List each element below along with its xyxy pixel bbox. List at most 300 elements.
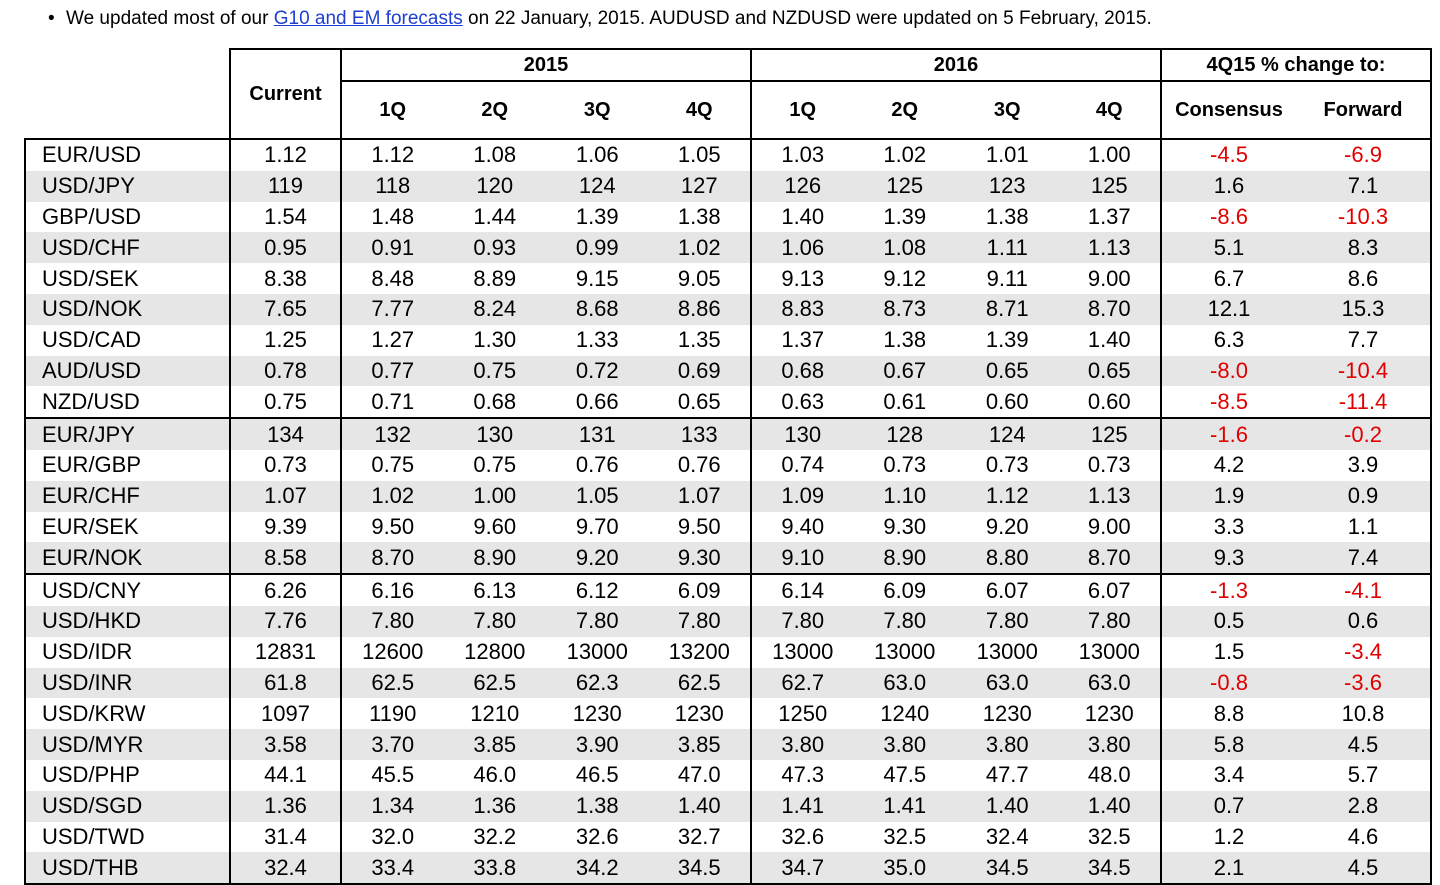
forecast-cell: 1.13 [1059, 481, 1162, 512]
table-row [25, 450, 1431, 481]
forecast-cell: 0.60 [1087, 388, 1131, 414]
pair-cell: USD/KRW [25, 698, 230, 729]
forecast-cell: 32.4 [985, 823, 1029, 849]
forecast-cell: 8.70 [1059, 542, 1162, 574]
forecast-cell: 1.48 [341, 202, 444, 233]
forecast-cell: 126 [751, 171, 854, 202]
forecast-cell: 34.2 [546, 852, 649, 884]
pair-cell: EUR/GBP [25, 450, 230, 481]
forecast-cell: 0.68 [751, 356, 854, 387]
forecast-cell: 9.00 [1087, 513, 1131, 539]
consensus-cell: 12.1 [1161, 294, 1296, 325]
pair-cell: USD/IDR [25, 637, 230, 668]
pair-cell: GBP/USD [25, 202, 230, 233]
table-row [25, 574, 1431, 606]
pair-cell: AUD/USD [25, 356, 230, 387]
table-row [25, 356, 1431, 387]
consensus-cell: 4.2 [1161, 450, 1296, 481]
current-cell: 0.78 [230, 356, 341, 387]
q-header-2015-2: 2Q [444, 81, 547, 139]
forecast-cell: 1.10 [854, 481, 957, 512]
forecast-cell: 0.73 [883, 452, 927, 478]
consensus-cell: -8.0 [1161, 356, 1296, 387]
forecast-cell: 1240 [880, 700, 930, 726]
q-header-2015-1: 1Q [341, 81, 444, 139]
forecast-cell: 1.01 [956, 139, 1059, 171]
current-cell: 8.38 [230, 263, 341, 294]
forecast-cell: 1.12 [956, 481, 1059, 512]
consensus-cell: 1.6 [1161, 171, 1296, 202]
forecast-cell: 63.0 [956, 668, 1059, 699]
forward-cell: 10.8 [1296, 698, 1431, 729]
forecast-cell: 6.07 [956, 574, 1059, 606]
forecast-cell: 1.02 [649, 232, 752, 263]
consensus-cell: 0.7 [1161, 791, 1296, 822]
forecast-cell: 6.07 [1059, 574, 1162, 606]
q-header-2015-4: 4Q [649, 81, 752, 139]
forecast-cell: 46.5 [575, 762, 619, 788]
forecast-cell: 125 [1059, 171, 1162, 202]
pair-cell: USD/CHF [25, 232, 230, 263]
forecast-cell: 1230 [982, 700, 1032, 726]
forecast-cell: 0.99 [546, 232, 649, 263]
pair-cell: USD/SGD [25, 791, 230, 822]
forecast-cell: 6.09 [649, 574, 752, 606]
forecast-cell: 8.86 [649, 294, 752, 325]
forward-cell: 4.5 [1296, 729, 1431, 760]
table-row [25, 698, 1431, 729]
consensus-cell: 9.3 [1161, 542, 1296, 574]
forecast-cell: 0.68 [473, 388, 517, 414]
forecast-cell: 1.38 [546, 791, 649, 822]
consensus-cell: 1.9 [1161, 481, 1296, 512]
forecast-cell: 9.30 [649, 542, 752, 574]
forecast-cell: 7.77 [341, 294, 444, 325]
forecast-cell: 1.27 [341, 325, 444, 356]
forecast-cell: 0.73 [1087, 452, 1131, 478]
forecast-cell: 32.5 [1087, 823, 1131, 849]
forecast-cell: 1.30 [473, 327, 517, 353]
table-row [25, 760, 1431, 791]
forward-cell: 8.3 [1296, 232, 1431, 263]
forward-cell: 7.4 [1296, 542, 1431, 574]
current-cell: 3.58 [230, 729, 341, 760]
current-cell: 134 [230, 418, 341, 450]
pair-cell: EUR/SEK [25, 512, 230, 543]
forecast-cell: 8.70 [341, 542, 444, 574]
forecast-cell: 34.7 [751, 852, 854, 884]
note-text-before: We updated most of our [66, 8, 274, 29]
forecast-cell: 0.91 [341, 232, 444, 263]
forecast-cell: 8.89 [473, 265, 517, 291]
forecast-cell: 0.74 [751, 450, 854, 481]
forecast-cell: 0.75 [341, 450, 444, 481]
forecast-cell: 1.40 [956, 791, 1059, 822]
forecast-cell: 8.48 [341, 263, 444, 294]
forecast-cell: 1.37 [751, 325, 854, 356]
forecast-cell: 62.5 [444, 668, 547, 699]
fx-forecast-table [24, 48, 1432, 885]
forecast-cell: 62.3 [546, 668, 649, 699]
forecast-cell: 1.06 [751, 232, 854, 263]
forecast-cell: 118 [341, 171, 444, 202]
current-cell: 0.73 [230, 450, 341, 481]
consensus-cell: 6.3 [1161, 325, 1296, 356]
forecast-cell: 9.12 [883, 265, 927, 291]
pair-cell: USD/NOK [25, 294, 230, 325]
forecast-cell: 1.02 [341, 481, 444, 512]
forward-header: Forward [1296, 81, 1431, 139]
forecast-cell: 133 [649, 418, 752, 450]
forecast-cell: 0.66 [575, 388, 619, 414]
forecast-cell: 3.85 [649, 729, 752, 760]
current-header: Current [230, 49, 341, 139]
forecast-cell: 3.80 [1059, 729, 1162, 760]
forecast-cell: 9.20 [546, 542, 649, 574]
forecast-cell: 0.65 [677, 388, 721, 414]
consensus-cell: 0.5 [1161, 606, 1296, 637]
forecast-cell: 8.24 [444, 294, 547, 325]
forecast-cell: 1.13 [1059, 232, 1162, 263]
year-2015-header: 2015 [341, 49, 751, 81]
note-text-after: on 22 January, 2015. AUDUSD and NZDUSD were updated on 5 February, 2015. [462, 8, 1152, 29]
current-cell: 119 [230, 171, 341, 202]
forecast-cell: 1.40 [751, 202, 854, 233]
forecast-cell: 1.00 [1059, 139, 1162, 171]
forecast-cell: 1.33 [575, 327, 619, 353]
forecast-cell: 7.80 [956, 606, 1059, 637]
table-row [25, 637, 1431, 668]
forecast-cell: 34.5 [1059, 852, 1162, 884]
forecast-cell: 9.50 [677, 513, 721, 539]
forecast-cell: 1190 [341, 698, 444, 729]
forecast-cell: 0.67 [854, 356, 957, 387]
forecast-cell: 0.75 [444, 356, 547, 387]
forecast-cell: 6.13 [444, 574, 547, 606]
forward-cell: 2.8 [1296, 791, 1431, 822]
consensus-cell: 3.4 [1161, 760, 1296, 791]
forward-cell: -6.9 [1296, 139, 1431, 171]
consensus-cell: 6.7 [1161, 263, 1296, 294]
forecast-cell: 7.80 [751, 606, 854, 637]
q-header-2016-1: 1Q [751, 81, 854, 139]
forecast-cell: 1.05 [649, 139, 752, 171]
forecast-cell: 45.5 [341, 760, 444, 791]
change-header: 4Q15 % change to: [1161, 49, 1431, 81]
forecast-cell: 1.40 [649, 791, 752, 822]
consensus-cell: -8.5 [1161, 386, 1296, 418]
table-row [25, 139, 1431, 171]
table-row [25, 729, 1431, 760]
forecast-cell: 62.5 [649, 668, 752, 699]
forecast-cell: 0.71 [341, 386, 444, 418]
forward-cell: -11.4 [1296, 386, 1431, 418]
table-row [25, 606, 1431, 637]
forecast-cell: 34.5 [649, 852, 752, 884]
forecast-cell: 6.16 [341, 574, 444, 606]
pair-cell: USD/HKD [25, 606, 230, 637]
pair-cell: USD/MYR [25, 729, 230, 760]
forecast-cell: 0.69 [649, 356, 752, 387]
forecast-cell: 0.61 [883, 388, 927, 414]
forecast-cell: 1230 [572, 700, 622, 726]
current-cell: 32.4 [230, 852, 341, 884]
table-row [25, 418, 1431, 450]
forecast-cell: 130 [751, 418, 854, 450]
consensus-cell: -1.6 [1161, 418, 1296, 450]
forecast-cell: 8.70 [1059, 294, 1162, 325]
forecast-cell: 32.6 [575, 823, 619, 849]
forecast-cell: 1.07 [649, 481, 752, 512]
forecast-cell: 0.60 [985, 388, 1029, 414]
forecast-cell: 47.7 [985, 762, 1029, 788]
forecast-cell: 8.68 [546, 294, 649, 325]
current-cell: 31.4 [230, 822, 341, 853]
q-header-2016-4: 4Q [1059, 81, 1162, 139]
forecast-cell: 1.41 [854, 791, 957, 822]
forecast-cell: 124 [546, 171, 649, 202]
forecast-cell: 1.40 [1059, 791, 1162, 822]
forecasts-link[interactable]: G10 and EM forecasts [273, 8, 463, 29]
current-cell: 1.07 [230, 481, 341, 512]
forecast-cell: 1.44 [473, 203, 517, 229]
forecast-cell: 13000 [566, 639, 628, 665]
year-2016-header: 2016 [751, 49, 1161, 81]
forecast-cell: 8.71 [956, 294, 1059, 325]
forecast-cell: 47.0 [677, 762, 721, 788]
consensus-cell: 8.8 [1161, 698, 1296, 729]
current-cell: 7.76 [230, 606, 341, 637]
forward-cell: -0.2 [1296, 418, 1431, 450]
forecast-cell: 63.0 [1059, 668, 1162, 699]
forecast-cell: 0.65 [1059, 356, 1162, 387]
forecast-cell: 8.90 [444, 542, 547, 574]
forecast-cell: 12600 [341, 637, 444, 668]
forecast-cell: 1.05 [546, 481, 649, 512]
consensus-cell: -1.3 [1161, 574, 1296, 606]
forward-cell: -10.4 [1296, 356, 1431, 387]
forecast-cell: 62.7 [751, 668, 854, 699]
forecast-cell: 1.00 [444, 481, 547, 512]
forward-cell: 7.1 [1296, 171, 1431, 202]
forecast-cell: 48.0 [1087, 762, 1131, 788]
forecast-cell: 33.4 [341, 852, 444, 884]
forecast-cell: 8.83 [751, 294, 854, 325]
forecast-cell: 9.60 [473, 513, 517, 539]
pair-cell: NZD/USD [25, 386, 230, 418]
forecast-cell: 32.7 [677, 823, 721, 849]
pair-cell: EUR/CHF [25, 481, 230, 512]
table-row [25, 386, 1431, 418]
forecast-cell: 62.5 [341, 668, 444, 699]
update-note [48, 8, 1152, 30]
forecast-cell: 127 [649, 171, 752, 202]
forecast-cell: 8.80 [956, 542, 1059, 574]
consensus-cell: 3.3 [1161, 512, 1296, 543]
table-row [25, 668, 1431, 699]
forecast-cell: 8.90 [854, 542, 957, 574]
pair-cell: USD/CAD [25, 325, 230, 356]
forward-cell: 7.7 [1296, 325, 1431, 356]
current-cell: 0.95 [230, 232, 341, 263]
current-cell: 6.26 [230, 574, 341, 606]
forecast-cell: 0.73 [985, 452, 1029, 478]
forecast-cell: 1.39 [883, 203, 927, 229]
pair-header-blank [25, 49, 230, 139]
current-cell: 61.8 [230, 668, 341, 699]
forecast-cell: 7.80 [854, 606, 957, 637]
forecast-cell: 32.6 [751, 822, 854, 853]
forecast-cell: 0.65 [956, 356, 1059, 387]
forecast-cell: 46.0 [473, 762, 517, 788]
bullet-icon: • [48, 8, 55, 29]
forecast-cell: 6.14 [751, 574, 854, 606]
table-row [25, 202, 1431, 233]
forecast-cell: 1.34 [341, 791, 444, 822]
consensus-cell: 1.2 [1161, 822, 1296, 853]
forecast-cell: 9.20 [985, 513, 1029, 539]
forecast-cell: 3.85 [444, 729, 547, 760]
table-row [25, 171, 1431, 202]
forecast-cell: 47.3 [751, 760, 854, 791]
forward-cell: 4.5 [1296, 852, 1431, 884]
forward-cell: 5.7 [1296, 760, 1431, 791]
consensus-cell: 5.8 [1161, 729, 1296, 760]
forecast-cell: 32.2 [473, 823, 517, 849]
forecast-cell: 32.5 [883, 823, 927, 849]
forecast-cell: 0.77 [341, 356, 444, 387]
forecast-cell: 6.12 [546, 574, 649, 606]
pair-cell: EUR/USD [25, 139, 230, 171]
forecast-cell: 130 [444, 418, 547, 450]
consensus-cell: 2.1 [1161, 852, 1296, 884]
forecast-cell: 1230 [674, 700, 724, 726]
consensus-cell: -8.6 [1161, 202, 1296, 233]
forecast-cell: 9.50 [341, 512, 444, 543]
forecast-cell: 1.11 [956, 232, 1059, 263]
current-cell: 0.75 [230, 386, 341, 418]
table-row [25, 325, 1431, 356]
forecast-cell: 3.90 [546, 729, 649, 760]
pair-cell: USD/INR [25, 668, 230, 699]
q-header-2015-3: 3Q [546, 81, 649, 139]
forecast-cell: 9.11 [986, 265, 1028, 291]
q-header-2016-3: 3Q [956, 81, 1059, 139]
forecast-cell: 1230 [1084, 700, 1134, 726]
forecast-cell: 34.5 [956, 852, 1059, 884]
forecast-cell: 0.76 [575, 452, 619, 478]
forecast-cell: 1.40 [1087, 327, 1131, 353]
forecast-cell: 7.80 [341, 606, 444, 637]
table-row [25, 852, 1431, 884]
forecast-cell: 125 [854, 171, 957, 202]
forecast-cell: 1.39 [575, 203, 619, 229]
forward-cell: 0.6 [1296, 606, 1431, 637]
current-cell: 1.36 [230, 791, 341, 822]
pair-cell: EUR/NOK [25, 542, 230, 574]
forecast-cell: 1.06 [546, 139, 649, 171]
forecast-cell: 9.13 [751, 263, 854, 294]
forecast-cell: 9.05 [677, 265, 721, 291]
forecast-cell: 0.76 [677, 452, 721, 478]
forecast-cell: 3.80 [751, 729, 854, 760]
table-row [25, 263, 1431, 294]
forecast-cell: 9.40 [751, 512, 854, 543]
current-cell: 7.65 [230, 294, 341, 325]
table-row [25, 822, 1431, 853]
forecast-cell: 33.8 [444, 852, 547, 884]
forward-cell: -3.4 [1296, 637, 1431, 668]
forecast-cell: 32.0 [341, 822, 444, 853]
forecast-cell: 3.70 [341, 729, 444, 760]
forecast-cell: 6.09 [854, 574, 957, 606]
current-cell: 1.54 [230, 202, 341, 233]
forecast-cell: 1.38 [883, 327, 927, 353]
forecast-cell: 1210 [470, 700, 520, 726]
forecast-cell: 13000 [976, 639, 1038, 665]
forecast-cell: 1.37 [1087, 203, 1131, 229]
forecast-cell: 47.5 [883, 762, 927, 788]
forward-cell: 8.6 [1296, 263, 1431, 294]
forecast-cell: 131 [546, 418, 649, 450]
forecast-cell: 9.10 [751, 542, 854, 574]
forecast-cell: 35.0 [854, 852, 957, 884]
forecast-cell: 9.15 [575, 265, 619, 291]
forward-cell: 3.9 [1296, 450, 1431, 481]
forecast-cell: 12800 [464, 639, 526, 665]
forecast-cell: 132 [341, 418, 444, 450]
forecast-cell: 1.08 [854, 232, 957, 263]
forward-cell: 15.3 [1296, 294, 1431, 325]
table-row [25, 294, 1431, 325]
q-header-2016-2: 2Q [854, 81, 957, 139]
pair-cell: USD/PHP [25, 760, 230, 791]
forecast-cell: 13200 [668, 639, 730, 665]
forecast-cell: 1.38 [677, 203, 721, 229]
table-row [25, 542, 1431, 574]
table-row [25, 232, 1431, 263]
forward-cell: -10.3 [1296, 202, 1431, 233]
forecast-cell: 9.70 [575, 513, 619, 539]
table-row [25, 512, 1431, 543]
forward-cell: -4.1 [1296, 574, 1431, 606]
current-cell: 44.1 [230, 760, 341, 791]
forecast-cell: 1.35 [677, 327, 721, 353]
forecast-cell: 3.80 [956, 729, 1059, 760]
forecast-cell: 1.36 [444, 791, 547, 822]
pair-cell: USD/THB [25, 852, 230, 884]
forecast-cell: 1250 [751, 698, 854, 729]
forecast-cell: 7.80 [546, 606, 649, 637]
forecast-cell: 13000 [1078, 639, 1140, 665]
forward-cell: -3.6 [1296, 668, 1431, 699]
forecast-cell: 1.12 [341, 139, 444, 171]
consensus-cell: -4.5 [1161, 139, 1296, 171]
forecast-cell: 1.41 [751, 791, 854, 822]
current-cell: 1097 [230, 698, 341, 729]
forecast-cell: 1.38 [985, 203, 1029, 229]
forecast-cell: 123 [956, 171, 1059, 202]
forecast-cell: 13000 [751, 637, 854, 668]
forecast-cell: 9.00 [1087, 265, 1131, 291]
consensus-cell: 5.1 [1161, 232, 1296, 263]
consensus-cell: 1.5 [1161, 637, 1296, 668]
current-cell: 8.58 [230, 542, 341, 574]
forecast-cell: 124 [956, 418, 1059, 450]
pair-cell: USD/CNY [25, 574, 230, 606]
pair-cell: USD/TWD [25, 822, 230, 853]
forecast-cell: 125 [1059, 418, 1162, 450]
